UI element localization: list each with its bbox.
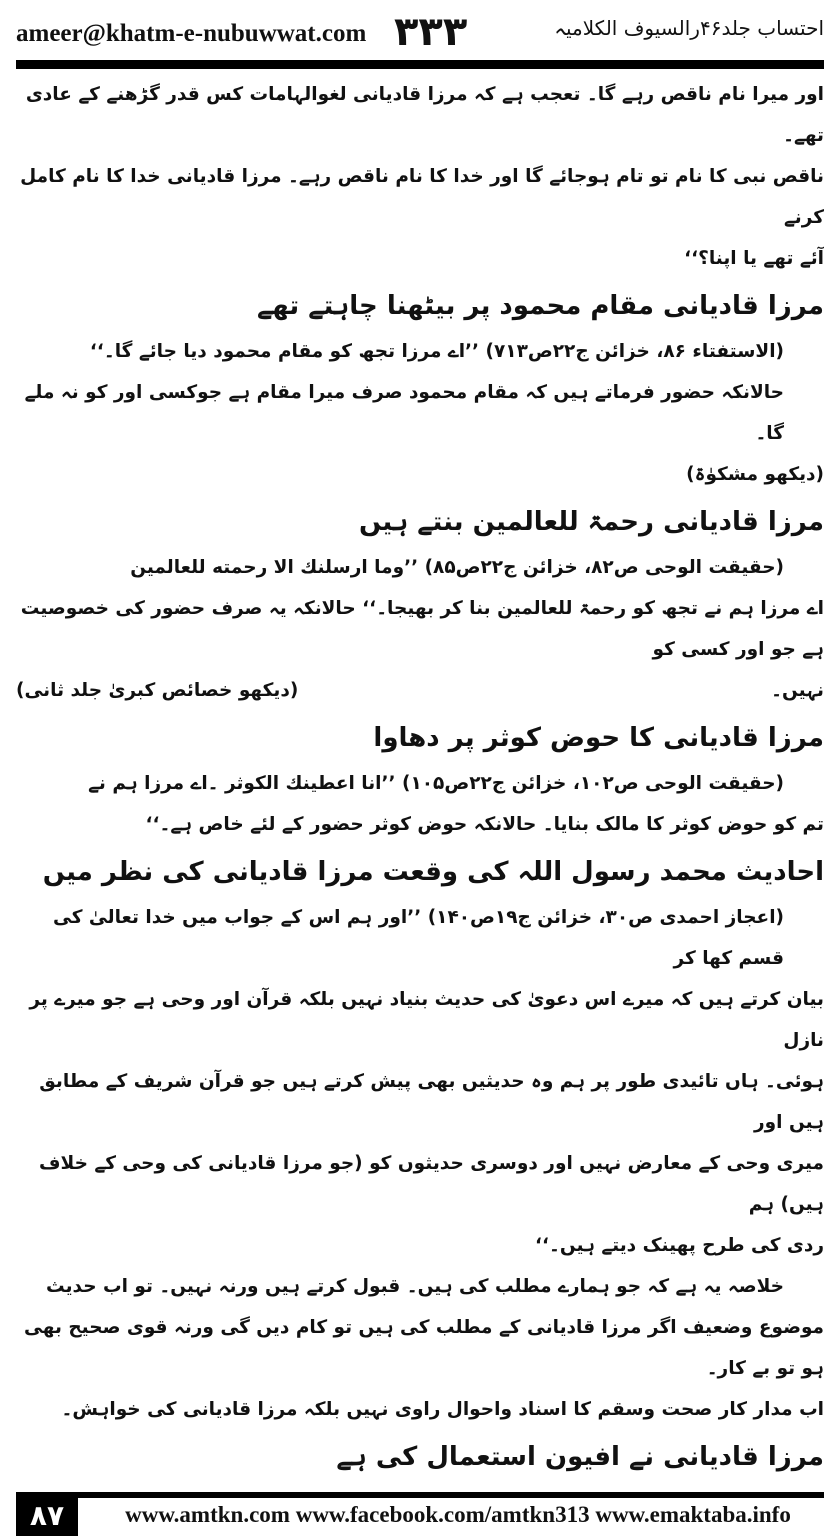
reference-line: (حقیقت الوحی ص۸۲، خزائن ج۲۲ص۸۵) ’’وما ارسلنك الا رحمته للعالمین: [130, 557, 784, 578]
body-line-with-citation: [16, 670, 824, 711]
header-book-title: احتساب جلد۴۶رالسیوف الکلامیہ: [554, 16, 824, 40]
section-heading: مرزا قادیانی مقام محمود پر بیٹھنا چاہتے تھے: [257, 291, 824, 321]
body-text: نہیں۔: [771, 680, 824, 701]
page-header: [16, 6, 824, 58]
header-email: ameer@khatm-e-nubuwwat.com: [16, 20, 367, 47]
body-line: موضوع وضعیف اگر مرزا قادیانی کے مطلب کی ہیں تو کام دیں گی ورنہ قوی صحیح بھی ہو تو بے کار۔: [24, 1317, 824, 1379]
body-line: میری وحی کے معارض نہیں اور دوسری حدیثوں کو (جو مرزا قادیانی کی وحی کے خلاف ہیں) ہم: [39, 1153, 824, 1215]
reference-line: (اعجاز احمدی ص۳۰، خزائن ج۱۹ص۱۴۰) ’’اور ہم اس کے جواب میں خدا تعالیٰ کی قسم کھا کر: [53, 907, 784, 969]
body-line: تم کو حوض کوثر کا مالک بنایا۔ حالانکہ حوض کوثر حضور کے لئے خاص ہے۔‘‘: [145, 814, 824, 835]
reference-line: (الاستفتاء ۸۶، خزائن ج۲۲ص۷۱۳) ’’اے مرزا تجھ کو مقام محمود دیا جائے گا۔‘‘: [89, 341, 784, 362]
page-body: [16, 74, 824, 1482]
footer-page-number: ۸۷: [16, 1496, 78, 1536]
section-heading: مرزا قادیانی نے افیون استعمال کی ہے: [336, 1442, 824, 1472]
header-rule: [16, 60, 824, 69]
body-line: آئے تھے یا اپنا؟‘‘: [684, 248, 824, 269]
body-line: ردی کی طرح پھینک دیتے ہیں۔‘‘: [534, 1235, 824, 1256]
section-heading: مرزا قادیانی کا حوض کوثر پر دھاوا: [373, 723, 824, 753]
section-heading: مرزا قادیانی رحمۃ للعالمین بنتے ہیں: [359, 507, 824, 537]
body-line: اے مرزا ہم نے تجھ کو رحمۃ للعالمین بنا کر بھیجا۔‘‘ حالانکہ یہ صرف حضور کی خصوصیت ہے جو اور کسی کو: [20, 598, 824, 660]
body-line: خلاصہ یہ ہے کہ جو ہمارے مطلب کی ہیں۔ قبول کرتے ہیں ورنہ نہیں۔ تو اب حدیث: [46, 1276, 784, 1297]
footer-urls: www.amtkn.com www.facebook.com/amtkn313 www.emaktaba.info: [125, 1502, 791, 1527]
reference-line: (حقیقت الوحی ص۱۰۲، خزائن ج۲۲ص۱۰۵) ’’انا اعطینك الكوثر ۔اے مرزا ہم نے: [88, 773, 784, 794]
body-line: اب مدار کار صحت وسقم کا اسناد واحوال راوی نہیں بلکہ مرزا قادیانی کی خواہش۔: [61, 1399, 824, 1420]
body-line: اور میرا نام ناقص رہے گا۔ تعجب ہے کہ مرزا قادیانی لغوالہامات کس قدر گڑھنے کے عادی تھے۔: [25, 84, 824, 146]
body-line: ہوئی۔ ہاں تائیدی طور پر ہم وہ حدیثیں بھی پیش کرتے ہیں جو قرآن شریف کے مطابق ہیں اور: [39, 1071, 824, 1133]
header-page-number: ۳۳۳: [394, 9, 468, 55]
body-line: بیان کرتے ہیں کہ میرے اس دعویٰ کی حدیث بنیاد نہیں بلکہ قرآن اور وحی ہے جو میرے پر نازل: [29, 989, 824, 1051]
body-line: حالانکہ حضور فرماتے ہیں کہ مقام محمود صرف میرا مقام ہے جوکسی اور کو نہ ملے گا۔: [24, 382, 784, 444]
footer-rule: [16, 1492, 824, 1498]
section-heading: احادیث محمد رسول اللہ کی وقعت مرزا قادیانی کی نظر میں: [42, 857, 824, 887]
citation-note: (دیکھو خصائص کبریٰ جلد ثانی): [16, 680, 299, 701]
citation-note: (دیکھو مشکوٰۃ): [686, 464, 824, 485]
body-line: ناقص نبی کا نام تو تام ہوجائے گا اور خدا کا نام ناقص رہے۔ مرزا قادیانی خدا کا نام کامل کرنے: [20, 166, 824, 228]
